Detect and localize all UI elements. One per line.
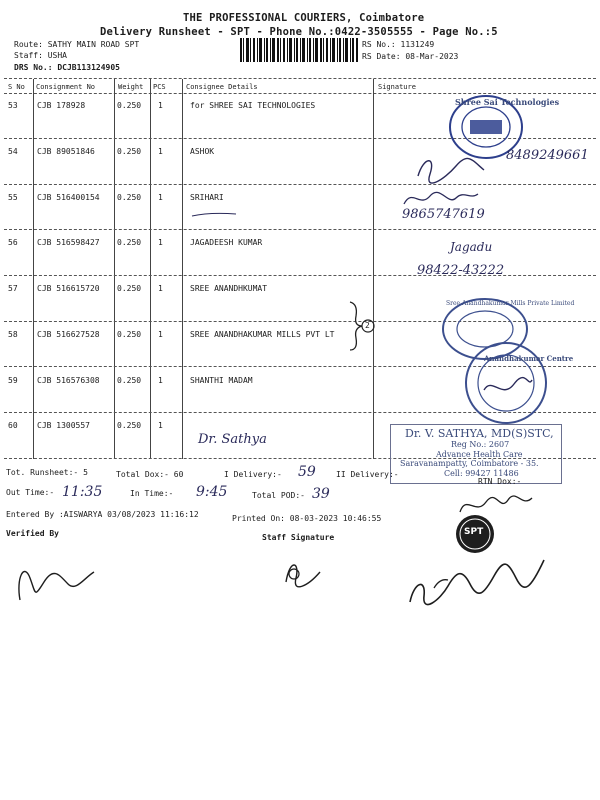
total-dox: Total Dox:- 60 [116,470,184,479]
clinic-stamp-reg: Reg No.: 2607 [451,440,510,449]
row-pcs: 1 [158,147,163,156]
row-pcs: 1 [158,193,163,202]
drs-number: DRS No.: DCJB113124905 [14,63,120,72]
row-weight: 0.250 [117,421,142,430]
company-title: THE PROFESSIONAL COURIERS, Coimbatore [183,12,425,24]
handwritten-phone: 9865747619 [402,207,485,222]
row-consignment: CJB 516627528 [37,330,100,339]
entered-by: Entered By :AISWARYA 03/08/2023 11:16:12 [6,510,199,519]
table-top-rule [4,78,596,79]
row-weight: 0.250 [117,101,142,110]
verified-by-label: Verified By [6,529,59,538]
row-consignment: CJB 516400154 [37,193,100,202]
row-consignment: CJB 516615720 [37,284,100,293]
row-weight: 0.250 [117,376,142,385]
i-delivery-value: 59 [298,464,316,480]
row-sno: 56 [8,238,18,247]
row-consignee: SHANTHI MADAM [190,376,253,385]
clinic-stamp-name: Dr. V. SATHYA, MD(S)STC, [405,427,554,440]
handwritten-phone: 8489249661 [506,148,589,163]
row-consignment: CJB 516598427 [37,238,100,247]
handwritten-signature: Dr. Sathya [198,432,267,447]
row-pcs: 1 [158,238,163,247]
i-delivery-label: I Delivery:- [224,470,282,479]
col-sno: S No [8,83,25,91]
row-consignment: CJB 178928 [37,101,86,110]
runsheet-subtitle: Delivery Runsheet - SPT - Phone No.:0422-3505555 - Page No.:5 [100,26,498,38]
col-weight: Weight [118,83,144,91]
handwritten-name: Jagadu [450,240,493,254]
centre-stamp-icon [458,340,554,426]
rs-date: RS Date: 08-Mar-2023 [362,52,459,61]
rs-number: RS No.: 1131249 [362,40,435,49]
printed-on: Printed On: 08-03-2023 10:46:55 [232,514,382,523]
mills-stamp-text: Sree Anandhakumar Mills Private Limited [446,300,575,307]
total-pod-value: 39 [312,486,330,502]
row-weight: 0.250 [117,193,142,202]
circled-number: 2 [365,321,370,330]
col-pcs: PCS [153,83,166,91]
row-sno: 60 [8,421,18,430]
in-time-value: 9:45 [196,484,228,500]
handwritten-phone: 98422-43222 [417,263,505,278]
sai-stamp-text: Shree Sai Technologies [455,97,560,107]
row-consignee: SREE ANANDHAKUMAR MILLS PVT LT [190,330,335,339]
row-pcs: 1 [158,284,163,293]
row-weight: 0.250 [117,238,142,247]
total-runsheet: Tot. Runsheet:- 5 [6,468,88,477]
row-pcs: 1 [158,376,163,385]
clinic-stamp-address: Saravanampatty, Coimbatore - 35. [400,459,539,468]
bracket-mark-icon [346,298,376,354]
verified-signature-icon [10,548,100,608]
row-consignee: ASHOK [190,147,215,156]
receiver-signature-icon [404,538,554,614]
barcode-icon [240,38,358,62]
row-sno: 53 [8,101,18,110]
row-weight: 0.250 [117,284,142,293]
row-consignee: for SHREE SAI TECHNOLOGIES [190,101,316,110]
row-weight: 0.250 [117,330,142,339]
rtn-dox-label: RTN Dox:- [478,477,522,486]
route-label: Route: SATHY MAIN ROAD SPT [14,40,140,49]
row-sno: 59 [8,376,18,385]
staff-signature-label: Staff Signature [262,533,335,542]
row-consignment: CJB 1300557 [37,421,90,430]
row-sno: 55 [8,193,18,202]
col-signature: Signature [378,83,416,91]
row-pcs: 1 [158,421,163,430]
out-time-label: Out Time:- [6,488,55,497]
ii-delivery-label: II Delivery:- [336,470,399,479]
signature-icon [456,490,536,520]
out-time-value: 11:35 [62,484,103,500]
row-weight: 0.250 [117,147,142,156]
clinic-stamp-cell: Cell: 99427 11486 [444,469,519,478]
signature-icon [410,150,490,186]
row-sno: 54 [8,147,18,156]
row-consignment: CJB 89051846 [37,147,95,156]
row-sno: 58 [8,330,18,339]
row-consignee: SREE ANANDHKUMAT [190,284,268,293]
row-sno: 57 [8,284,18,293]
spt-stamp-text: SPT [464,527,484,537]
in-time-label: In Time:- [130,489,174,498]
total-pod-label: Total POD:- [252,491,305,500]
col-consignee: Consignee Details [186,83,258,91]
row-consignee: SRIHARI [190,193,224,202]
col-consignment: Consignment No [36,83,96,91]
row-consignee: JAGADEESH KUMAR [190,238,263,247]
staff-label: Staff: USHA [14,51,67,60]
row-pcs: 1 [158,330,163,339]
clinic-stamp-care: Advance Health Care [436,450,523,459]
staff-signature-icon [278,552,328,592]
row-pcs: 1 [158,101,163,110]
row-consignment: CJB 516576308 [37,376,100,385]
centre-stamp-text: Anandhakumar Centre [484,354,574,363]
